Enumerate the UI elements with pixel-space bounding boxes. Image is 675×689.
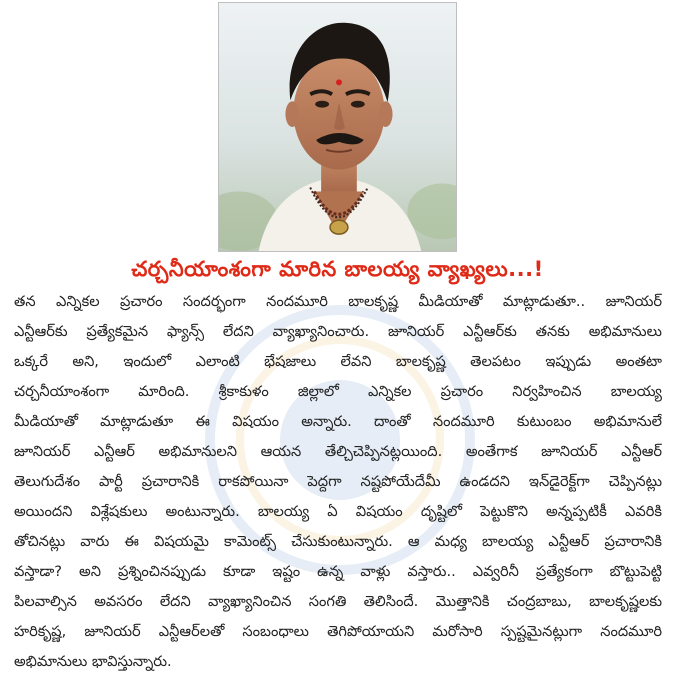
article-line: తోచినట్లు వారు ఈ విషయమై కామెంట్స్ చేసుకుంటున్నారు. ఆ మధ్య బాలయ్య ఎన్టీఆర్ ప్రచారానికి (14, 533, 662, 550)
article-line: హరికృష్ణ, జూనియర్ ఎన్టీఆర్‌లతో సంబంధాలు తెగిపోయాయని మరోసారి స్పష్టమైనట్లుగా నందమూరి (14, 623, 662, 640)
article-body (14, 287, 662, 677)
article-line: పిలవాల్సిన అవసరం లేదని వ్యాఖ్యానించిన సంగతి తెలిసిందే. మొత్తానికి చంద్రబాబు, బాలకృష్ణలకు (14, 593, 662, 610)
article-line: ఒక్కరే అని, ఇందులో ఎలాంటి భేషజాలు లేవని బాలకృష్ణ తెలపటం ఇప్పుడు అంతటా (14, 353, 662, 370)
headline: చర్చనీయాంశంగా మారిన బాలయ్య వ్యాఖ్యలు...! (131, 257, 544, 281)
article-line: అభిమానులు భావిస్తున్నారు. (14, 653, 172, 670)
article-line: మీడియాతో మాట్లాడుతూ ఈ విషయం అన్నారు. దాంతో నందమూరి కుటుంబం అభిమానులే (14, 413, 662, 430)
article-line: అయిందని విశ్లేషకులు అంటున్నారు. బాలయ్య ఏ విషయం దృష్టిలో పెట్టుకొని అన్నప్పటికీ ఎవరికి (14, 503, 662, 520)
portrait-photo (219, 3, 456, 251)
article-line: తెలుగుదేశం పార్టీ ప్రచారానికి రాకపోయినా పెద్దగా నష్టపోయేదేమీ ఉండదని ఇన్‌డైరెక్ట్‌గా చెప్పినట్లు (14, 473, 662, 490)
article-line: వస్తాడా? అని ప్రశ్నించినప్పుడు కూడా ఇష్టం ఉన్న వాళ్లు వస్తారు.. ఎవ్వరినీ ప్రత్యేకంగా బొట్టుపెట్టి (14, 563, 662, 580)
article-line: ఎన్టీఆర్‌కు ప్రత్యేకమైన ఫ్యాన్స్ లేదని వ్యాఖ్యానించారు. జూనియర్ ఎన్టీఆర్‌కు తనకు అభిమానులు (14, 323, 662, 340)
article-line: చర్చనీయాంశంగా మారింది. శ్రీకాకుళం జిల్లాలో ఎన్నికల ప్రచారం నిర్వహించిన బాలయ్య (14, 383, 662, 400)
article-line: తన ఎన్నికల ప్రచారం సందర్భంగా నందమూరి బాలకృష్ణ మీడియాతో మాట్లాడుతూ.. జూనియర్ (14, 293, 662, 310)
photo-frame (218, 2, 457, 252)
article-line: జూనియర్ ఎన్టీఆర్ అభిమానులని ఆయన తేల్చిచెప్పినట్లయింది. అంతేగాక జూనియర్ ఎన్టీఆర్ (14, 443, 662, 460)
